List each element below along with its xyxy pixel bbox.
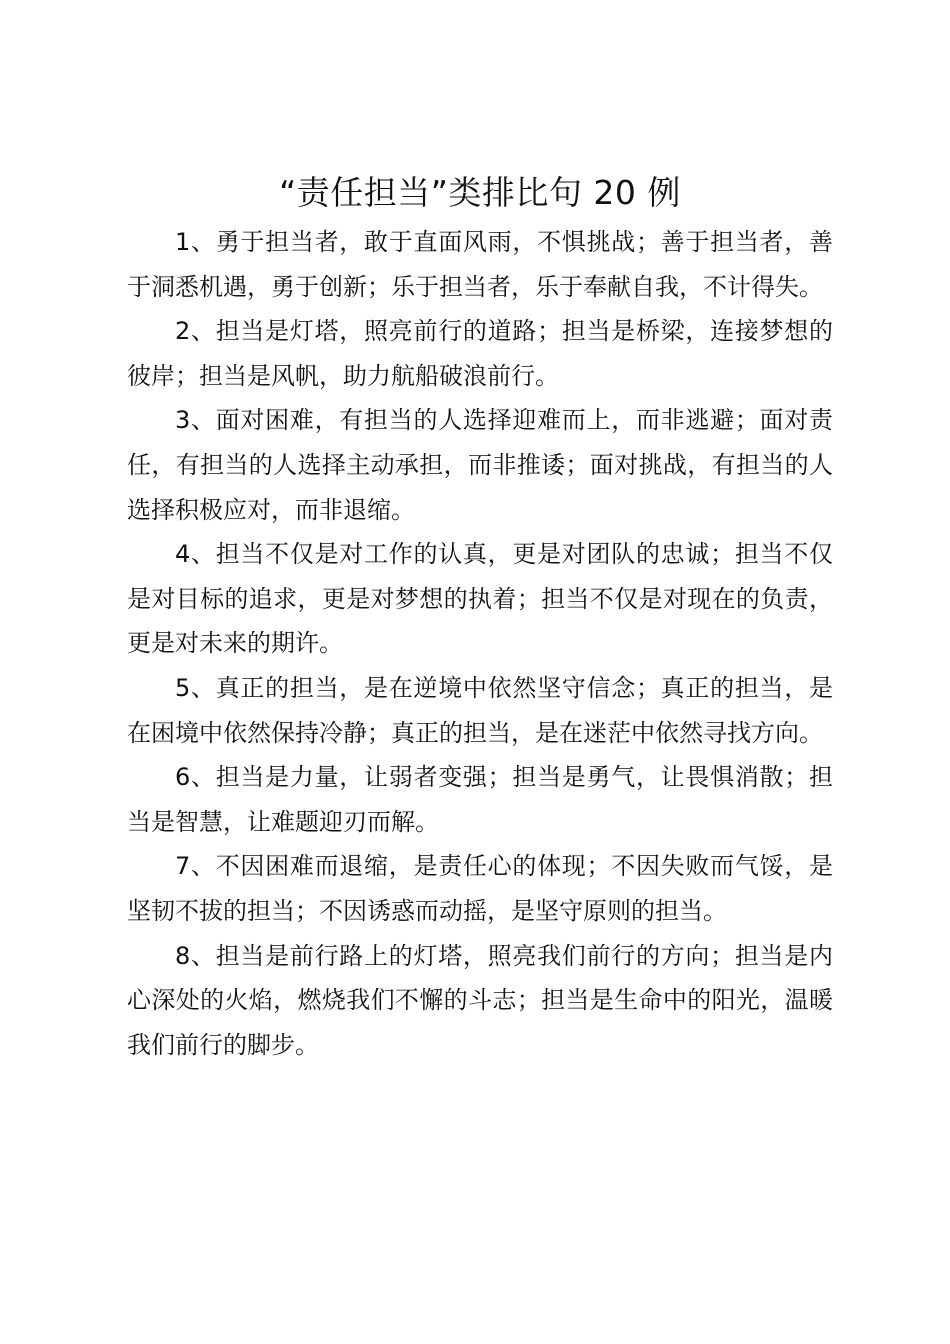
paragraph-2: 2、担当是灯塔，照亮前行的道路；担当是桥梁，连接梦想的彼岸；担当是风帆，助力航船破浪前行。 (127, 317, 833, 390)
paragraph-7: 7、不因困难而退缩，是责任心的体现；不因失败而气馁，是坚韧不拔的担当；不因诱惑而动摇，是坚守原则的担当。 (127, 852, 833, 925)
paragraph-6: 6、担当是力量，让弱者变强；担当是勇气，让畏惧消散；担当是智慧，让难题迎刃而解。 (127, 763, 833, 836)
document-page (127, 170, 833, 1067)
paragraph-5: 5、真正的担当，是在逆境中依然坚守信念；真正的担当，是在困境中依然保持冷静；真正的担当，是在迷茫中依然寻找方向。 (127, 673, 833, 747)
paragraph-8: 8、担当是前行路上的灯塔，照亮我们前行的方向；担当是内心深处的火焰，燃烧我们不懈的斗志；担当是生命中的阳光，温暖我们前行的脚步。 (127, 941, 833, 1059)
paragraph-1: 1、勇于担当者，敢于直面风雨，不惧挑战；善于担当者，善于洞悉机遇，勇于创新；乐于担当者，乐于奉献自我，不计得失。 (127, 228, 833, 301)
paragraph-4: 4、担当不仅是对工作的认真，更是对团队的忠诚；担当不仅是对目标的追求，更是对梦想的执着；担当不仅是对现在的负责，更是对未来的期许。 (127, 540, 833, 658)
document-title: “责任担当”类排比句 20 例 (279, 173, 681, 212)
paragraph-3: 3、面对困难，有担当的人选择迎难而上，而非逃避；面对责任，有担当的人选择主动承担，而非推诿；面对挑战，有担当的人选择积极应对，而非退缩。 (127, 406, 833, 524)
